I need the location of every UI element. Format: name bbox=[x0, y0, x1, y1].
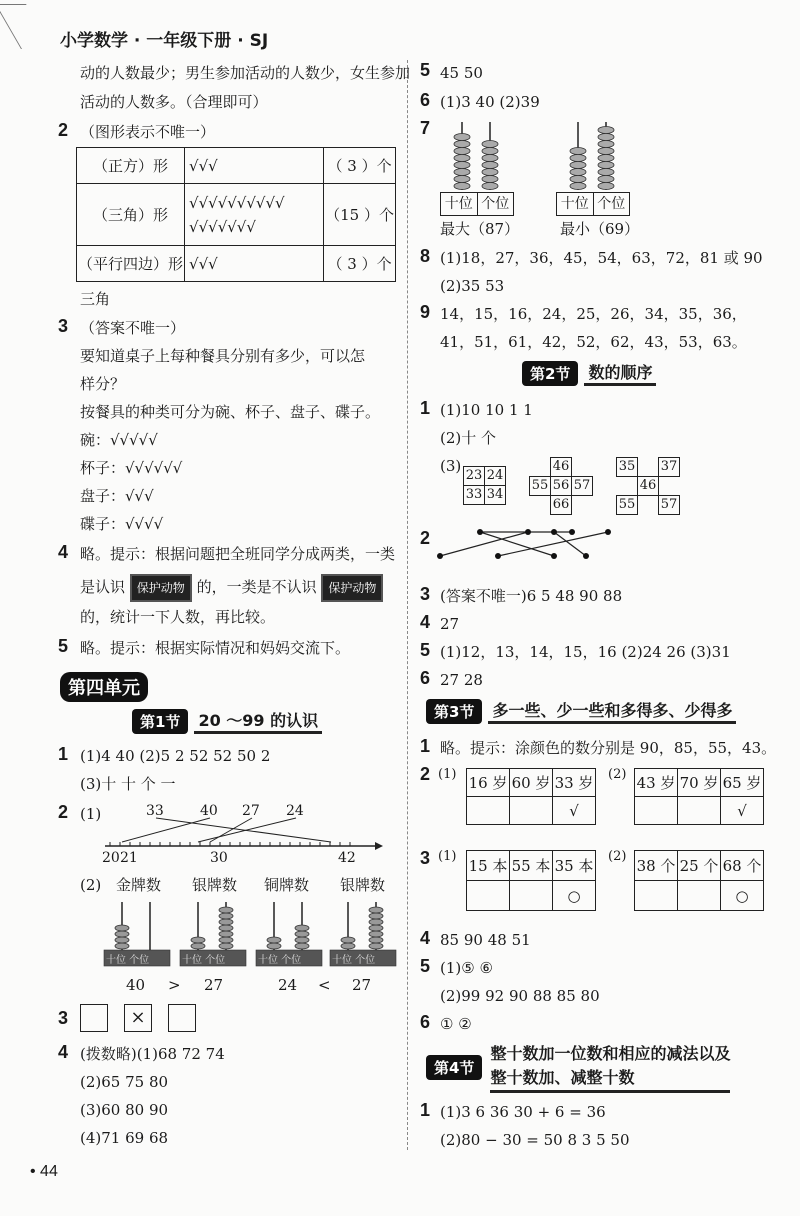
question-number: 8 bbox=[420, 246, 431, 266]
column-divider bbox=[407, 60, 408, 1150]
question-number: 3 bbox=[420, 584, 431, 604]
place-value-box bbox=[556, 192, 630, 216]
question-number: 2 bbox=[420, 764, 431, 784]
tens-label: 十位 bbox=[441, 193, 478, 215]
question-number: 3 bbox=[58, 316, 69, 336]
compare-value: 27 bbox=[352, 976, 372, 994]
section-heading bbox=[132, 708, 322, 734]
ones-label: 个位 bbox=[597, 196, 626, 212]
number-label: 20 bbox=[102, 850, 120, 866]
grid-cell: 55 bbox=[616, 495, 638, 515]
answer-line: (3)60 80 90 bbox=[80, 1101, 169, 1119]
question-number: 5 bbox=[58, 636, 69, 656]
answer-box bbox=[80, 1004, 108, 1032]
age-cell: 33 岁 bbox=[553, 769, 596, 797]
compare-value: 27 bbox=[204, 976, 224, 994]
section-name: 多一些、少一些和多得多、少得多 bbox=[488, 698, 736, 724]
answer-line: (1)⑤ ⑥ bbox=[440, 959, 493, 977]
grid-cell: 24 bbox=[484, 466, 506, 486]
part-label: (2) bbox=[608, 767, 627, 782]
question-number: 2 bbox=[58, 120, 69, 140]
part-label: (2) bbox=[608, 849, 627, 864]
abacus-place-label: 十位 个位 bbox=[106, 955, 150, 966]
age-cell: 16 岁 bbox=[467, 769, 510, 797]
answer-line: (2)99 92 90 88 85 80 bbox=[440, 987, 600, 1005]
page-number: • 44 bbox=[30, 1163, 58, 1180]
answer-text: 的，一类是不认识 bbox=[196, 578, 317, 596]
question-number: 2 bbox=[420, 528, 431, 548]
mark-cell bbox=[678, 797, 721, 825]
part-label: (1) bbox=[80, 805, 102, 823]
question-text: （答案不唯一） bbox=[80, 319, 186, 337]
answer-line: (1)12，13，14，15，16 (2)24 26 (3)31 bbox=[440, 643, 731, 661]
answer-line bbox=[80, 574, 383, 602]
question-number: 3 bbox=[420, 848, 431, 868]
answer-line: (3)十 十 个 一 bbox=[80, 775, 176, 793]
answer-line: (1)4 40 (2)5 2 52 52 50 2 bbox=[80, 747, 271, 765]
abacus-title: 铜牌数 bbox=[264, 876, 310, 894]
section-tag: 第3节 bbox=[426, 699, 482, 724]
marks-cell: √√√ bbox=[185, 148, 324, 184]
count-cell: （15 ）个 bbox=[324, 184, 396, 246]
corner-mark bbox=[0, 4, 52, 49]
grid-cell: 35 bbox=[616, 457, 638, 477]
count-cell: 68 个 bbox=[721, 851, 764, 881]
answer-line: (1)3 40 (2)39 bbox=[440, 93, 540, 111]
question-number: 4 bbox=[58, 1042, 69, 1062]
tens-label: 十位 bbox=[557, 193, 594, 215]
question-number: 4 bbox=[58, 542, 69, 562]
answer-table bbox=[634, 768, 764, 825]
tally-line: 盘子：√√√ bbox=[80, 487, 154, 505]
answer-line: 按餐具的种类可分为碗、杯子、盘子、碟子。 bbox=[80, 403, 381, 421]
question-number: 5 bbox=[420, 60, 431, 80]
answer-line: (2)十 个 bbox=[440, 429, 497, 447]
marks-line: √√√√√√√ bbox=[189, 217, 256, 236]
mark-cell bbox=[467, 881, 510, 911]
answer-line: 略。提示：根据实际情况和妈妈交流下。 bbox=[80, 639, 351, 657]
answer-line: 样分？ bbox=[80, 375, 126, 393]
shape-cell: （正方）形 bbox=[77, 148, 185, 184]
answer-table bbox=[466, 850, 596, 911]
abacus-pair bbox=[438, 118, 638, 194]
answer-line: (答案不唯一)6 5 48 90 88 bbox=[440, 587, 623, 605]
question-number: 3 bbox=[58, 1008, 69, 1028]
tally-line: 碗：√√√√√ bbox=[80, 431, 158, 449]
ones-label: 个位 bbox=[481, 196, 510, 212]
abacus-title: 银牌数 bbox=[340, 876, 386, 894]
answer-line: (1)10 10 1 1 bbox=[440, 401, 533, 419]
answer-line: 略。提示：根据问题把全班同学分成两类，一类 bbox=[80, 545, 396, 563]
question-number: 2 bbox=[58, 802, 69, 822]
marks-cell: √√√ bbox=[185, 246, 324, 282]
mark-cell bbox=[635, 881, 678, 911]
section-heading bbox=[522, 360, 656, 386]
answer-line: 27 28 bbox=[440, 671, 483, 689]
unit-title: 第四单元 bbox=[60, 672, 148, 702]
answer-line: 27 bbox=[440, 615, 460, 633]
answer-line: 要知道桌子上每种餐具分别有多少，可以怎 bbox=[80, 347, 366, 365]
abacus-title: 金牌数 bbox=[116, 876, 162, 894]
marks-cell bbox=[185, 184, 324, 246]
answer-line: 略。提示：涂颜色的数分别是 90，85，55，43。 bbox=[440, 739, 777, 757]
question-number: 9 bbox=[420, 302, 431, 322]
compare-sign: < bbox=[318, 976, 331, 994]
number-label: 30 bbox=[210, 850, 228, 866]
section-tag: 第1节 bbox=[132, 709, 188, 734]
question-number: 1 bbox=[58, 744, 69, 764]
section-name-line: 整十数加一位数和相应的减法以及 bbox=[490, 1044, 731, 1063]
tally-line: 杯子：√√√√√√ bbox=[80, 459, 183, 477]
answer-line: (2)35 53 bbox=[440, 277, 505, 295]
answer-box: × bbox=[124, 1004, 152, 1032]
intro-line: 动的人数最少；男生参加活动的人数少，女生参加 bbox=[80, 64, 411, 82]
section-name bbox=[490, 1042, 730, 1093]
answer-line: (2)65 75 80 bbox=[80, 1073, 169, 1091]
question-number: 1 bbox=[420, 1100, 431, 1120]
answer-line: (4)71 69 68 bbox=[80, 1129, 169, 1147]
shape-cell: （三角）形 bbox=[77, 184, 185, 246]
section-name: 数的顺序 bbox=[584, 360, 656, 386]
answer-line: 的，统计一下人数，再比较。 bbox=[80, 608, 276, 626]
answer-text: 是认识 bbox=[80, 578, 126, 596]
question-number: 5 bbox=[420, 956, 431, 976]
grid-cell: 46 bbox=[550, 457, 572, 477]
question-number: 1 bbox=[420, 398, 431, 418]
answer-line: 14，15，16，24，25，26，34，35，36， bbox=[440, 305, 747, 323]
question-number: 6 bbox=[420, 1012, 431, 1032]
section-name-line: 整十数加、减整十数 bbox=[490, 1068, 635, 1087]
page-header-title: 小学数学 · 一年级下册 · SJ bbox=[60, 31, 269, 51]
count-cell: 35 本 bbox=[553, 851, 596, 881]
abacus-place-label: 十位 个位 bbox=[258, 955, 302, 966]
grid-cell: 33 bbox=[463, 485, 485, 505]
question-number: 4 bbox=[420, 928, 431, 948]
intro-line: 活动的人数多。（合理即可） bbox=[80, 93, 268, 111]
grid-cell: 34 bbox=[484, 485, 506, 505]
question-number: 1 bbox=[420, 736, 431, 756]
answer-line: (拨数略)(1)68 72 74 bbox=[80, 1045, 225, 1063]
section-tag: 第4节 bbox=[426, 1055, 482, 1080]
count-cell: （ 3 ）个 bbox=[324, 148, 396, 184]
count-cell: 25 个 bbox=[678, 851, 721, 881]
age-cell: 43 岁 bbox=[635, 769, 678, 797]
age-cell: 65 岁 bbox=[721, 769, 764, 797]
grid-cell: 56 bbox=[550, 476, 572, 496]
question-number: 4 bbox=[420, 612, 431, 632]
part-label: (3) bbox=[440, 457, 462, 475]
part-label: (1) bbox=[438, 767, 457, 782]
tally-line: 碟子：√√√√ bbox=[80, 515, 164, 533]
number-label: 27 bbox=[242, 803, 260, 819]
section-heading bbox=[426, 698, 736, 724]
mark-cell bbox=[510, 881, 553, 911]
number-label: 42 bbox=[338, 850, 356, 866]
question-number: 6 bbox=[420, 668, 431, 688]
protect-animal-tag: 保护动物 bbox=[321, 574, 383, 602]
grid-cell: 57 bbox=[658, 495, 680, 515]
circle-mark: ○ bbox=[721, 881, 764, 911]
answer-text: 三角 bbox=[80, 290, 111, 308]
section-name: 20 ～99 的认识 bbox=[194, 708, 322, 734]
part-label: (2) bbox=[80, 876, 102, 894]
shape-cell: （平行四边）形 bbox=[77, 246, 185, 282]
grid-cell: 57 bbox=[571, 476, 593, 496]
number-label: 24 bbox=[286, 803, 304, 819]
question-number: 7 bbox=[420, 118, 431, 138]
circle-mark: ○ bbox=[553, 881, 596, 911]
answer-line: (1)3 6 36 30 + 6 = 36 bbox=[440, 1103, 606, 1121]
tally-table bbox=[76, 147, 396, 282]
grid-cell: 46 bbox=[637, 476, 659, 496]
count-cell: （ 3 ）个 bbox=[324, 246, 396, 282]
mark-cell bbox=[510, 797, 553, 825]
answer-box bbox=[168, 1004, 196, 1032]
number-label: 21 bbox=[120, 850, 138, 866]
compare-sign: > bbox=[168, 976, 181, 994]
count-cell: 38 个 bbox=[635, 851, 678, 881]
abacus-title: 银牌数 bbox=[192, 876, 238, 894]
number-label: 40 bbox=[200, 803, 218, 819]
mark-cell bbox=[678, 881, 721, 911]
section-tag: 第2节 bbox=[522, 361, 578, 386]
answer-line: (1)18，27，36，45，54，63，72，81 或 90 bbox=[440, 249, 763, 267]
count-cell: 15 本 bbox=[467, 851, 510, 881]
grid-cell: 66 bbox=[550, 495, 572, 515]
answer-line: 41，51，61，42，52，62，43，53，63。 bbox=[440, 333, 747, 351]
abacus-place-label: 十位 个位 bbox=[332, 955, 376, 966]
mark-cell bbox=[467, 797, 510, 825]
question-number: 5 bbox=[420, 640, 431, 660]
protect-animal-tag: 保护动物 bbox=[130, 574, 192, 602]
answer-line: 45 50 bbox=[440, 64, 483, 82]
grid-cell: 23 bbox=[463, 466, 485, 486]
compare-value: 24 bbox=[278, 976, 298, 994]
section-heading bbox=[426, 1042, 730, 1093]
place-value-box bbox=[440, 192, 514, 216]
answer-table bbox=[466, 768, 596, 825]
age-cell: 70 岁 bbox=[678, 769, 721, 797]
grid-cell: 55 bbox=[529, 476, 551, 496]
question-number: 6 bbox=[420, 90, 431, 110]
question-text: （图形表示不唯一） bbox=[80, 123, 216, 141]
age-cell: 60 岁 bbox=[510, 769, 553, 797]
check-mark: √ bbox=[721, 797, 764, 825]
number-label: 33 bbox=[146, 803, 164, 819]
marks-line: √√√√√√√√√√ bbox=[189, 193, 285, 212]
part-label: (1) bbox=[438, 849, 457, 864]
answer-line: (2)80 − 30 = 50 8 3 5 50 bbox=[440, 1131, 630, 1149]
matching-lines bbox=[436, 522, 616, 572]
answer-line: 85 90 48 51 bbox=[440, 931, 531, 949]
caption: 最小（69） bbox=[560, 220, 640, 238]
answer-table bbox=[634, 850, 764, 911]
count-cell: 55 本 bbox=[510, 851, 553, 881]
abacus-place-label: 十位 个位 bbox=[182, 955, 226, 966]
check-mark: √ bbox=[553, 797, 596, 825]
caption: 最大（87） bbox=[440, 220, 520, 238]
compare-value: 40 bbox=[126, 976, 146, 994]
mark-cell bbox=[635, 797, 678, 825]
grid-cell: 37 bbox=[658, 457, 680, 477]
answer-line: ① ② bbox=[440, 1015, 472, 1033]
